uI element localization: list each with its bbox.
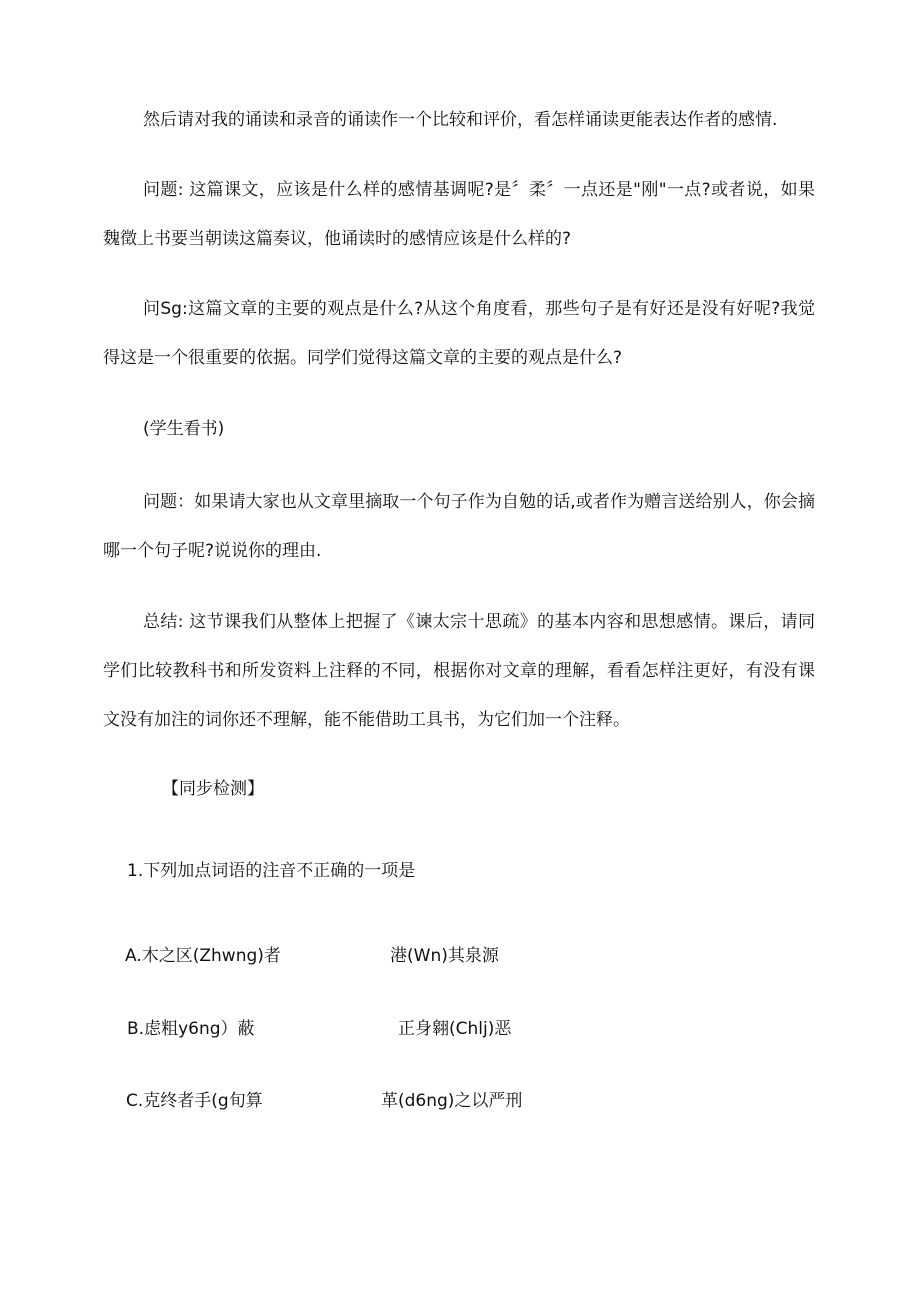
option-b-left: B.虑粗y6ng）蔽 [127, 1019, 255, 1039]
option-b-right: 正身翱(Chlj)恶 [398, 1019, 512, 1039]
paragraph-students-read: (学生看书) [143, 419, 225, 439]
paragraph-question-viewpoint: 问Sg:这篇文章的主要的观点是什么?从这个角度看，那些句子是有好还是没有好呢?我觉得这是一个很重要的依据。同学们觉得这篇文章的主要的观点是什么? [103, 299, 815, 368]
paragraph-question-motto: 问题：如果请大家也从文章里摘取一个句子作为自勉的话,或者作为赠言送给别人，你会摘哪一个句子呢?说说你的理由. [103, 492, 815, 561]
option-a-left: A.木之区(Zhwng)者 [125, 946, 281, 966]
paragraph-question-tone: 问题: 这篇课文，应该是什么样的感情基调呢?是〞柔〞一点还是"刚"一点?或者说，如果魏徵上书要当朝读这篇奏议，他诵读时的感情应该是什么样的? [103, 180, 815, 249]
option-a-right: 港(Wn)其泉源 [390, 946, 499, 966]
question-1: 1.下列加点词语的注音不正确的一项是 [127, 861, 416, 881]
option-c-left: C.克终者手(g旬算 [126, 1091, 263, 1111]
section-heading: 【同步检测】 [162, 779, 264, 799]
paragraph-comparison: 然后请对我的诵读和录音的诵读作一个比较和评价，看怎样诵读更能表达作者的感情. [143, 110, 778, 130]
paragraph-summary: 总结: 这节课我们从整体上把握了《谏太宗十思疏》的基本内容和思想感情。课后，请同学们比较教科书和所发资料上注释的不同，根据你对文章的理解，看看怎样注更好，有没有课文没有加注的词你还不理解，能不能借助工具书，为它们加一个注释。 [103, 612, 815, 730]
option-c-right: 革(d6ng)之以严刑 [381, 1091, 523, 1111]
